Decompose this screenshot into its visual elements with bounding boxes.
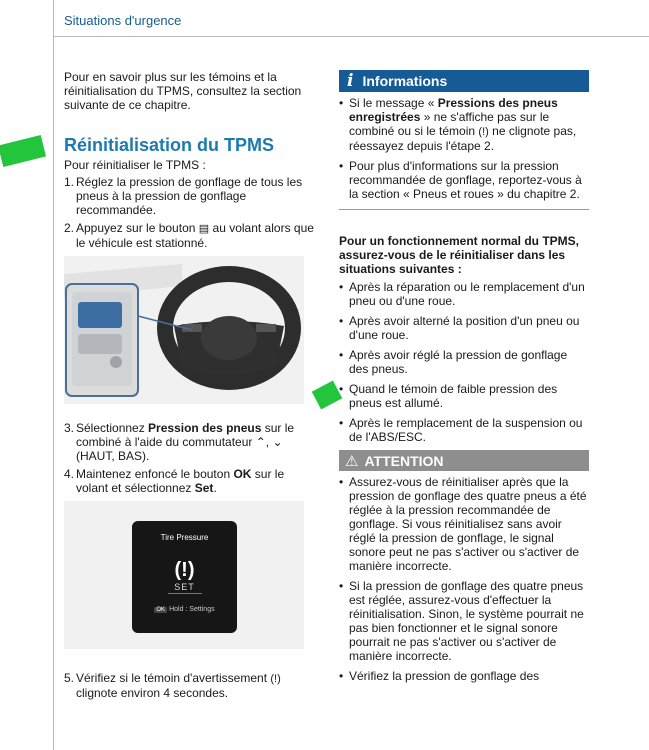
steering-button-icon: ▤ <box>198 223 210 235</box>
left-column <box>64 70 314 704</box>
step-text: (HAUT, BAS). <box>76 449 150 463</box>
step-5 <box>64 671 314 700</box>
hold-text: Hold : Settings <box>169 606 215 613</box>
list-item: • Après le remplacement de la suspension ou de l'ABS/ESC. <box>339 416 589 444</box>
step-3: 3. Sélectionnez Pression des pneus sur le combiné à l'aide du commutateur ⌃, ⌄ (HAUT, BAS). <box>64 421 295 463</box>
section-divider <box>339 209 589 210</box>
attention-list <box>339 475 589 683</box>
information-title: Informations <box>362 73 448 89</box>
step-text: au volant alors que le véhicule est stationné. <box>76 221 314 250</box>
step-text: clignote environ 4 secondes. <box>76 686 229 700</box>
section-title: Réinitialisation du TPMS <box>64 135 275 155</box>
step-text: Maintenez enfoncé le bouton <box>76 467 234 481</box>
header-title: Situations d'urgence <box>64 13 182 28</box>
steps-list <box>64 175 314 250</box>
right-column <box>339 70 589 689</box>
step-number: 5. <box>64 671 75 685</box>
chevron-down-icon: ⌄ <box>272 435 283 449</box>
section-subtitle: Pour réinitialiser le TPMS : <box>64 158 206 172</box>
tpms-warning-icon: (!) <box>174 559 195 581</box>
page-body <box>64 0 649 750</box>
step-text: Réglez la pression de gonflage de tous les pneus à la pression de gonflage recommandée. <box>76 175 303 217</box>
tpms-warning-icon: (!) <box>478 126 489 138</box>
list-item: • Pour plus d'informations sur la pression recommandée de gonflage, reportez-vous à la section « Pneus et roues » du chapitre 2. <box>339 159 589 201</box>
step-number: 4. <box>64 467 75 481</box>
info-text: » ne s'affiche pas sur le combiné ou si le témoin <box>349 110 550 138</box>
cluster-display-illustration <box>64 501 304 649</box>
page-margin-rule <box>53 0 54 750</box>
screen-hold-hint <box>132 606 237 613</box>
step-text: sur le combiné à l'aide du commutateur <box>76 421 295 449</box>
attention-header <box>339 450 589 471</box>
set-underline <box>168 593 202 594</box>
step-text-bold: Pression des pneus <box>148 421 262 435</box>
steps-list-continued <box>64 421 314 495</box>
list-item: • Assurez-vous de réinitialiser après que la pression de gonflage des quatre pneus a été réglée à la pression recommandée de gonflage. Si vous réinitialisez sans avoir réglé la pression de gonflage, le signal sonore peut ne pas s'activer ou s'activer de manière incorrecte. <box>339 475 589 573</box>
step-4 <box>64 467 314 495</box>
reset-situations-list <box>339 280 589 444</box>
step-text: Sélectionnez <box>76 421 149 435</box>
cluster-screen <box>132 521 237 633</box>
list-item: • Après la réparation ou le remplacement d'un pneu ou d'une roue. <box>339 280 589 308</box>
step-text-bold: OK <box>233 467 252 481</box>
chevron-up-icon: ⌃ <box>255 435 266 449</box>
steering-wheel-drawing <box>64 256 304 404</box>
intro-paragraph: Pour en savoir plus sur les témoins et la réinitialisation du TPMS, consultez la section suivante de ce chapitre. <box>64 70 302 112</box>
step-1 <box>64 175 314 217</box>
attention-title: ATTENTION <box>364 452 444 469</box>
info-text-bold: Pressions des pneus enregistrées <box>349 96 558 124</box>
warning-triangle-icon: ⚠ <box>345 452 359 470</box>
steering-wheel-illustration <box>64 256 304 404</box>
steps-list-final <box>64 671 314 700</box>
step-text: . <box>213 481 217 495</box>
step-text-bold: Set <box>194 481 214 495</box>
step-number: 2. <box>64 221 75 235</box>
info-icon: i <box>347 71 354 91</box>
highlight-marker <box>0 135 46 167</box>
list-item: • Vérifiez la pression de gonflage des <box>339 669 589 683</box>
step-2 <box>64 221 314 250</box>
step-text: Appuyez sur le bouton <box>76 221 196 235</box>
info-text: ne clignote pas, réessayez depuis l'étape 2. <box>349 124 577 153</box>
information-header <box>339 70 589 92</box>
screen-title: Tire Pressure <box>160 533 209 542</box>
step-number: 3. <box>64 421 75 435</box>
normal-operation-heading: Pour un fonctionnement normal du TPMS, assurez-vous de le réinitialiser dans les situations suivantes : <box>339 234 579 276</box>
step-number: 1. <box>64 175 75 189</box>
step-text: Vérifiez si le témoin d'avertissement <box>76 671 268 685</box>
list-item: • Après avoir alterné la position d'un pneu ou d'une roue. <box>339 314 589 342</box>
list-item: • Après avoir réglé la pression de gonflage des pneus. <box>339 348 589 376</box>
screen-set-label: SET <box>174 582 195 592</box>
ok-key-badge: OK <box>156 607 166 613</box>
tpms-warning-icon: (!) <box>270 673 281 685</box>
list-item: • Quand le témoin de faible pression des pneus est allumé. <box>339 382 589 410</box>
step-text: sur le volant et sélectionnez <box>76 467 285 495</box>
information-list <box>339 96 589 201</box>
list-item <box>339 96 589 153</box>
info-text: Si le message « <box>349 96 438 110</box>
list-item: • Si la pression de gonflage des quatre pneus est réglée, assurez-vous d'effectuer la réinitialisation. Sinon, le système pourrait ne pas bien fonctionner et le signal sonore pourrait ne pas s'activer ou s'activer de manière incorrecte. <box>339 579 589 663</box>
